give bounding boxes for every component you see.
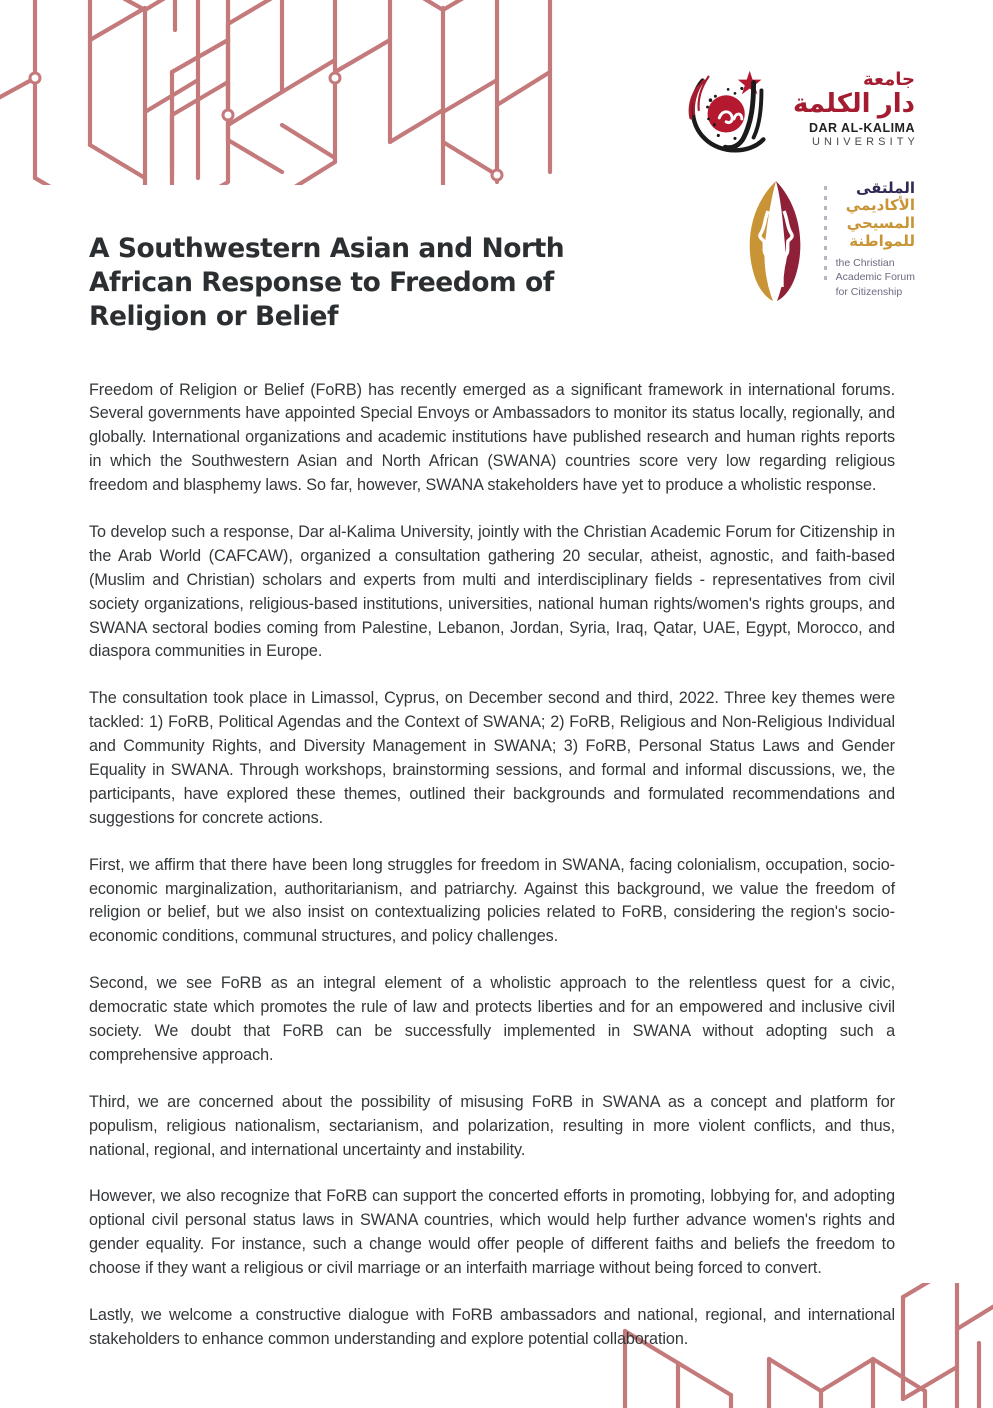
cafcaw-english-line-2: Academic Forum xyxy=(835,271,915,284)
cafcaw-english-line-3: for Citizenship xyxy=(835,286,903,299)
paragraph: To develop such a response, Dar al-Kalima University, jointly with the Christian Academic Forum for Citizenship in the Arab World (CAFCAW), organized a consultation gathering 20 secular, atheist, agnostic, and faith-based (Muslim and Christian) scholars and experts from multi and interdisciplinary fields - representatives from civil society organizations, religious-based institutions, universities, national human rights/women's rights groups, and SWANA sectoral bodies coming from Palestine, Lebanon, Jordan, Syria, Iraq, Qatar, UAE, Egypt, Morocco, and diaspora communities in Europe. xyxy=(89,522,895,661)
document-paragraphs xyxy=(89,379,895,1352)
paragraph: The consultation took place in Limassol, Cyprus, on December second and third, 2022. Three key themes were tackled: 1) FoRB, Political Agendas and the Context of SWANA; 2) FoRB, Religious and Non-Religious Individual and Community Rights, and Diversity Management in SWANA; 3) FoRB, Personal Status Laws and Gender Equality in SWANA. Through workshops, brainstorming sessions, and formal and informal discussions, we, the participants, have explored these themes, outlined their backgrounds and formulated recommendations and suggestions for concrete actions. xyxy=(89,689,895,827)
paragraph: Second, we see FoRB as an integral element of a wholistic approach to the relentless quest for a civic, democratic state which promotes the rule of law and protects liberties and for an empowered and inclusive civil society. We doubt that FoRB can be successfully implemented in SWANA without adopting such a comprehensive approach. xyxy=(89,974,895,1064)
isometric-cube-lattice-top-left xyxy=(0,0,600,185)
dak-english-line-1: DAR AL-KALIMA xyxy=(808,121,915,136)
cafcaw-arabic-line-4: للمواطنة xyxy=(849,232,915,250)
dar-al-kalima-calligraphy-mark xyxy=(685,60,783,160)
dar-al-kalima-wordmark xyxy=(792,68,919,150)
paragraph: However, we also recognize that FoRB can support the concerted efforts in promoting, lobbying for, and adopting optional civil personal status laws in SWANA countries, which would help further advance women's rights and gender equality. For instance, such a change would offer people of different faiths and beliefs the freedom to choose if they want a religious or civil marriage or an interfaith marriage without being forced to convert. xyxy=(89,1187,895,1278)
dak-arabic-line-2: دار الكلمة xyxy=(792,87,915,118)
paragraph: Lastly, we welcome a constructive dialogue with FoRB ambassadors and national, regional, and international stakeholders to enhance common understanding and explore potential collaboration. xyxy=(89,1306,895,1348)
dak-arabic-line-1: جامعة xyxy=(863,68,915,89)
document-content xyxy=(89,232,895,1352)
cafcaw-arabic-line-2: الأكاديمي xyxy=(845,197,915,215)
page-title: A Southwestern Asian and North African Response to Freedom of Religion or Belief xyxy=(89,233,565,333)
dak-english-line-2: UNIVERSITY xyxy=(811,136,919,149)
dar-al-kalima-logo xyxy=(655,58,919,162)
cafcaw-arabic-line-3: المسيحي xyxy=(846,215,915,233)
cafcaw-english-line-1: the Christian xyxy=(835,256,895,269)
paragraph: First, we affirm that there have been long struggles for freedom in SWANA, facing colonialism, occupation, socio-economic marginalization, authoritarianism, and patriarchy. Against this background, we value the freedom of religion or belief, but we also insist on contextualizing policies related to FoRB, considering the region's socio-economic conditions, communal structures, and policy challenges. xyxy=(89,855,895,946)
cafcaw-arabic-line-1: الملتقى xyxy=(855,179,915,197)
paragraph: Third, we are concerned about the possibility of misusing FoRB in SWANA as a concept and platform for populism, religious nationalism, sectarianism, and polarization, resulting in more violent conflicts, and thus, national, regional, and international uncertainty and instability. xyxy=(89,1092,895,1159)
paragraph: Freedom of Religion or Belief (FoRB) has recently emerged as a significant framework in international forums. Several governments have appointed Special Envoys or Ambassadors to monitor its status locally, regionally, and globally. International organizations and academic institutions have published research and human rights reports in which the Southwestern Asian and North African (SWANA) countries score very low regarding religious freedom and blasphemy laws. So far, however, SWANA stakeholders have yet to produce a wholistic response. xyxy=(89,380,895,495)
